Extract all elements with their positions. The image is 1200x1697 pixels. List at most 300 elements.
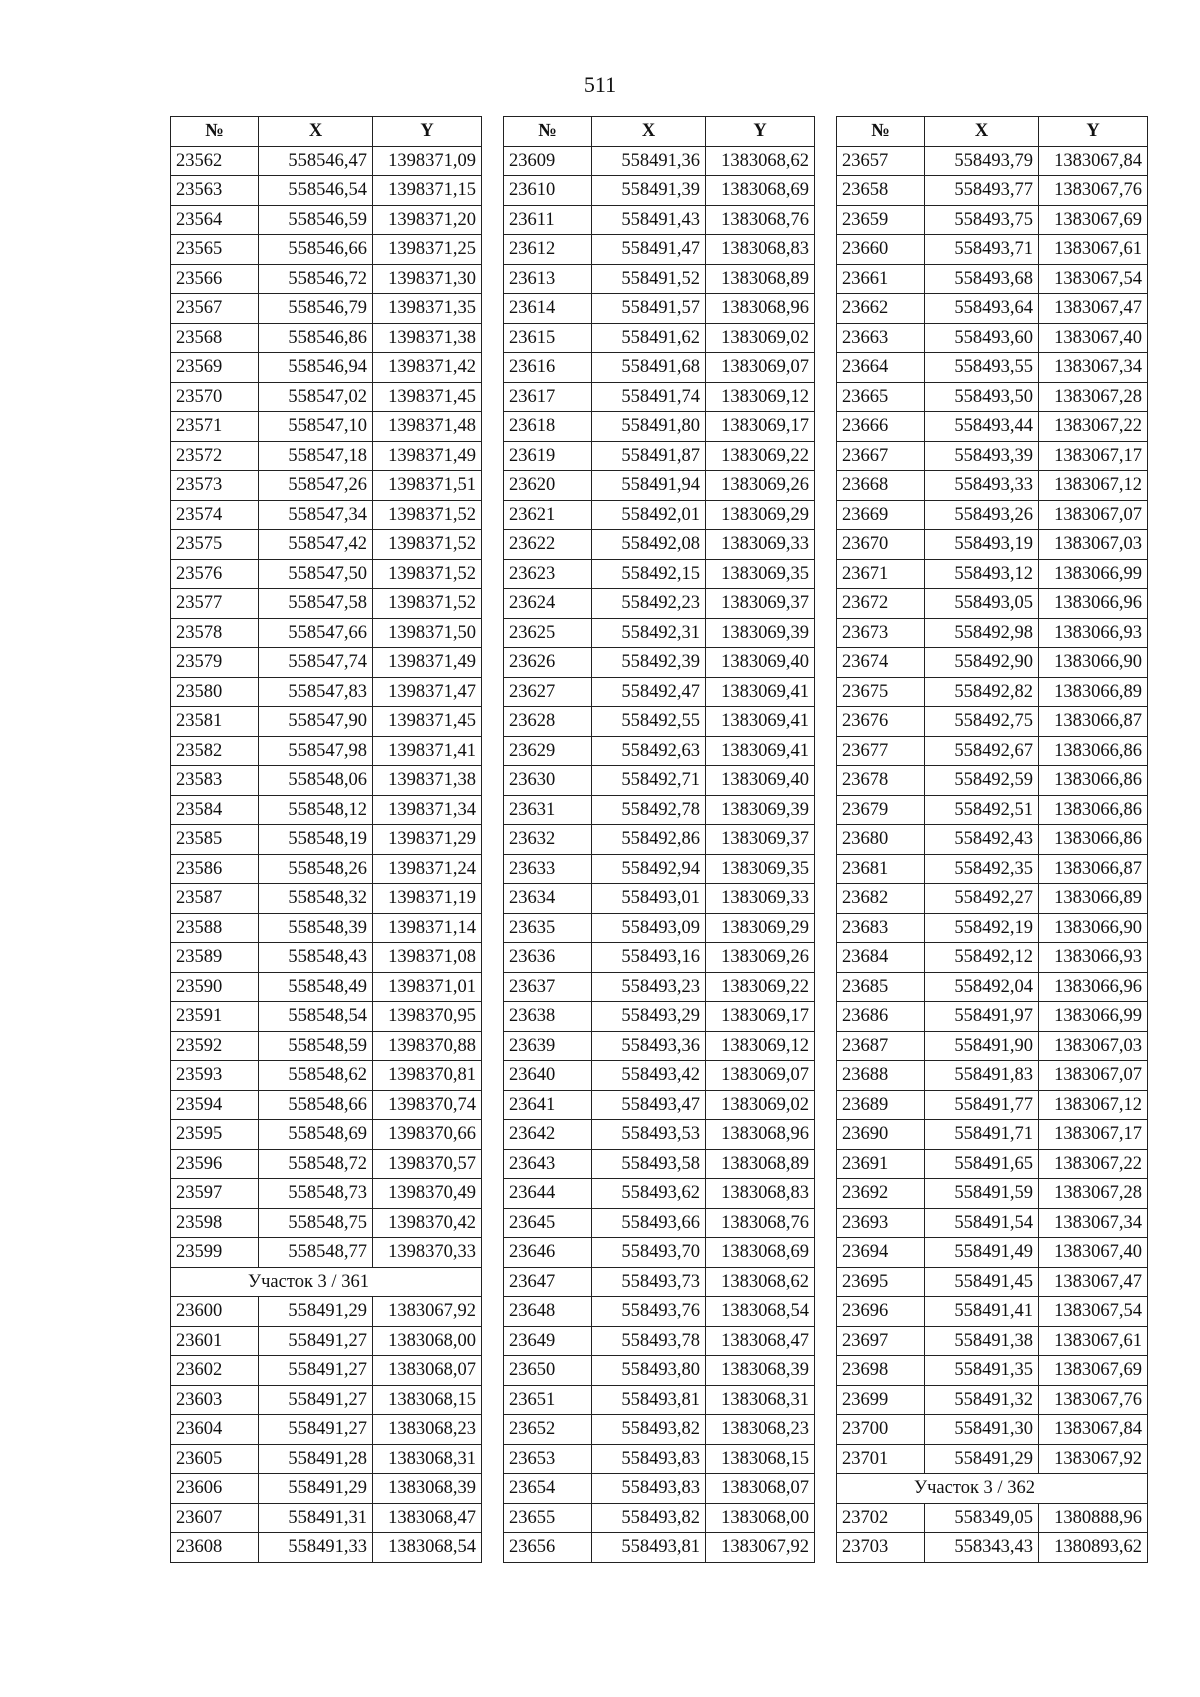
point-number: 23697 [837,1326,925,1356]
table-row [837,1061,1148,1091]
point-number: 23655 [504,1503,592,1533]
y-coordinate: 1383069,07 [706,353,815,383]
x-coordinate: 558548,49 [259,972,373,1002]
point-number: 23575 [171,530,259,560]
table-row [171,1061,482,1091]
x-coordinate: 558547,42 [259,530,373,560]
point-number: 23596 [171,1149,259,1179]
y-coordinate: 1383067,17 [1039,1120,1148,1150]
point-number: 23700 [837,1415,925,1445]
y-coordinate: 1383066,90 [1039,648,1148,678]
table-row [837,677,1148,707]
table-row [837,1002,1148,1032]
x-coordinate: 558492,01 [592,500,706,530]
table-row [504,1503,815,1533]
x-coordinate: 558493,81 [592,1385,706,1415]
point-number: 23594 [171,1090,259,1120]
table-row [837,707,1148,737]
x-coordinate: 558491,39 [592,176,706,206]
x-coordinate: 558491,29 [259,1474,373,1504]
y-coordinate: 1383067,61 [1039,1326,1148,1356]
x-coordinate: 558491,32 [925,1385,1039,1415]
table-row [171,1120,482,1150]
point-number: 23699 [837,1385,925,1415]
x-coordinate: 558548,43 [259,943,373,973]
y-coordinate: 1383069,33 [706,884,815,914]
y-coordinate: 1383068,76 [706,1208,815,1238]
point-number: 23693 [837,1208,925,1238]
x-coordinate: 558491,59 [925,1179,1039,1209]
point-number: 23698 [837,1356,925,1386]
table-row [504,382,815,412]
point-number: 23621 [504,500,592,530]
y-coordinate: 1383068,31 [706,1385,815,1415]
point-number: 23617 [504,382,592,412]
y-coordinate: 1383069,17 [706,1002,815,1032]
table-row [171,1297,482,1327]
y-coordinate: 1383068,54 [706,1297,815,1327]
page-number: 511 [583,72,617,97]
y-coordinate: 1383067,69 [1039,205,1148,235]
table-row [504,913,815,943]
y-coordinate: 1383069,12 [706,382,815,412]
table-row [837,825,1148,855]
table-row [504,766,815,796]
table-row [837,766,1148,796]
y-coordinate: 1383067,03 [1039,1031,1148,1061]
table-row [171,884,482,914]
table-row [171,264,482,294]
point-number: 23610 [504,176,592,206]
table-row [837,1090,1148,1120]
table-row [171,736,482,766]
y-coordinate: 1383067,40 [1039,1238,1148,1268]
point-number: 23685 [837,972,925,1002]
table-row [837,323,1148,353]
point-number: 23695 [837,1267,925,1297]
table-row [504,1090,815,1120]
point-number: 23624 [504,589,592,619]
point-number: 23646 [504,1238,592,1268]
point-number: 23586 [171,854,259,884]
table-row [504,235,815,265]
y-coordinate: 1383068,96 [706,1120,815,1150]
y-coordinate: 1383068,47 [706,1326,815,1356]
point-number: 23665 [837,382,925,412]
y-coordinate: 1383067,84 [1039,1415,1148,1445]
point-number: 23564 [171,205,259,235]
table-row [504,323,815,353]
table-row [171,1179,482,1209]
point-number: 23622 [504,530,592,560]
y-coordinate: 1383067,12 [1039,471,1148,501]
y-coordinate: 1383068,31 [373,1444,482,1474]
x-coordinate: 558548,66 [259,1090,373,1120]
y-coordinate: 1383066,96 [1039,972,1148,1002]
x-coordinate: 558492,35 [925,854,1039,884]
x-coordinate: 558493,23 [592,972,706,1002]
y-coordinate: 1383069,02 [706,1090,815,1120]
x-coordinate: 558491,28 [259,1444,373,1474]
point-number: 23612 [504,235,592,265]
x-coordinate: 558547,26 [259,471,373,501]
x-coordinate: 558546,66 [259,235,373,265]
y-coordinate: 1383066,86 [1039,766,1148,796]
x-coordinate: 558491,68 [592,353,706,383]
table-row [171,353,482,383]
point-number: 23691 [837,1149,925,1179]
point-number: 23669 [837,500,925,530]
y-coordinate: 1383069,40 [706,648,815,678]
table-row [837,382,1148,412]
x-coordinate: 558492,43 [925,825,1039,855]
point-number: 23608 [171,1533,259,1563]
table-row [171,412,482,442]
table-row [504,1061,815,1091]
table-row [837,294,1148,324]
table-row [504,1208,815,1238]
x-coordinate: 558349,05 [925,1503,1039,1533]
y-coordinate: 1383066,87 [1039,707,1148,737]
x-coordinate: 558493,82 [592,1415,706,1445]
y-coordinate: 1398370,88 [373,1031,482,1061]
x-coordinate: 558546,59 [259,205,373,235]
x-coordinate: 558547,18 [259,441,373,471]
x-coordinate: 558492,39 [592,648,706,678]
x-coordinate: 558493,77 [925,176,1039,206]
y-coordinate: 1398370,66 [373,1120,482,1150]
x-coordinate: 558493,19 [925,530,1039,560]
y-coordinate: 1398371,49 [373,648,482,678]
x-coordinate: 558492,63 [592,736,706,766]
y-coordinate: 1398371,20 [373,205,482,235]
x-coordinate: 558548,72 [259,1149,373,1179]
y-coordinate: 1383069,41 [706,677,815,707]
y-coordinate: 1383068,62 [706,1267,815,1297]
y-coordinate: 1383066,99 [1039,559,1148,589]
y-coordinate: 1398371,29 [373,825,482,855]
table-row [504,146,815,176]
y-coordinate: 1398371,52 [373,589,482,619]
table-row [837,913,1148,943]
table-row [171,441,482,471]
point-number: 23635 [504,913,592,943]
x-coordinate: 558548,12 [259,795,373,825]
y-coordinate: 1383068,83 [706,235,815,265]
point-number: 23633 [504,854,592,884]
point-number: 23662 [837,294,925,324]
x-coordinate: 558493,12 [925,559,1039,589]
y-coordinate: 1383066,90 [1039,913,1148,943]
y-coordinate: 1383068,39 [706,1356,815,1386]
x-coordinate: 558491,47 [592,235,706,265]
y-coordinate: 1398371,19 [373,884,482,914]
point-number: 23618 [504,412,592,442]
x-coordinate: 558491,45 [925,1267,1039,1297]
point-number: 23602 [171,1356,259,1386]
table-row [837,1238,1148,1268]
table-row [837,795,1148,825]
point-number: 23605 [171,1444,259,1474]
point-number: 23694 [837,1238,925,1268]
y-coordinate: 1383068,83 [706,1179,815,1209]
point-number: 23620 [504,471,592,501]
table-row [171,500,482,530]
x-coordinate: 558492,12 [925,943,1039,973]
x-coordinate: 558548,75 [259,1208,373,1238]
y-coordinate: 1383068,23 [706,1415,815,1445]
x-coordinate: 558493,01 [592,884,706,914]
table-row [837,1031,1148,1061]
point-number: 23652 [504,1415,592,1445]
point-number: 23601 [171,1326,259,1356]
point-number: 23593 [171,1061,259,1091]
table-row [171,1238,482,1268]
y-coordinate: 1383068,39 [373,1474,482,1504]
point-number: 23661 [837,264,925,294]
point-number: 23672 [837,589,925,619]
point-number: 23628 [504,707,592,737]
point-number: 23590 [171,972,259,1002]
x-coordinate: 558547,58 [259,589,373,619]
x-coordinate: 558491,31 [259,1503,373,1533]
x-coordinate: 558492,78 [592,795,706,825]
point-number: 23659 [837,205,925,235]
point-number: 23615 [504,323,592,353]
y-coordinate: 1383066,93 [1039,618,1148,648]
x-coordinate: 558493,82 [592,1503,706,1533]
y-coordinate: 1398371,01 [373,972,482,1002]
x-coordinate: 558493,36 [592,1031,706,1061]
table-row [171,294,482,324]
point-number: 23674 [837,648,925,678]
point-number: 23585 [171,825,259,855]
point-number: 23630 [504,766,592,796]
point-number: 23570 [171,382,259,412]
point-number: 23591 [171,1002,259,1032]
y-coordinate: 1398371,30 [373,264,482,294]
table-row [504,559,815,589]
table-row [837,235,1148,265]
y-coordinate: 1398370,33 [373,1238,482,1268]
y-coordinate: 1383069,33 [706,530,815,560]
coordinate-table-1 [170,116,482,1563]
x-coordinate: 558547,02 [259,382,373,412]
x-coordinate: 558492,51 [925,795,1039,825]
x-coordinate: 558493,73 [592,1267,706,1297]
point-number: 23589 [171,943,259,973]
header-x: X [259,117,373,147]
table-row [171,530,482,560]
y-coordinate: 1383067,92 [706,1533,815,1563]
y-coordinate: 1383069,40 [706,766,815,796]
point-number: 23688 [837,1061,925,1091]
y-coordinate: 1383067,03 [1039,530,1148,560]
point-number: 23581 [171,707,259,737]
x-coordinate: 558492,86 [592,825,706,855]
point-number: 23668 [837,471,925,501]
x-coordinate: 558492,15 [592,559,706,589]
x-coordinate: 558493,68 [925,264,1039,294]
y-coordinate: 1383068,23 [373,1415,482,1445]
y-coordinate: 1398370,57 [373,1149,482,1179]
table-row [504,1120,815,1150]
x-coordinate: 558492,04 [925,972,1039,1002]
point-number: 23639 [504,1031,592,1061]
header-number: № [504,117,592,147]
point-number: 23656 [504,1533,592,1563]
x-coordinate: 558493,78 [592,1326,706,1356]
table-row [504,795,815,825]
table-row [837,854,1148,884]
x-coordinate: 558547,74 [259,648,373,678]
x-coordinate: 558493,70 [592,1238,706,1268]
header-y: Y [706,117,815,147]
table-row [504,294,815,324]
table-row [171,854,482,884]
table-row [504,1179,815,1209]
table-row [504,1267,815,1297]
table-row [837,884,1148,914]
point-number: 23638 [504,1002,592,1032]
y-coordinate: 1383066,99 [1039,1002,1148,1032]
x-coordinate: 558493,83 [592,1474,706,1504]
y-coordinate: 1398371,45 [373,707,482,737]
table-row [171,559,482,589]
table-row [171,1208,482,1238]
y-coordinate: 1398370,49 [373,1179,482,1209]
point-number: 23632 [504,825,592,855]
y-coordinate: 1383067,22 [1039,1149,1148,1179]
table-row [504,1474,815,1504]
point-number: 23676 [837,707,925,737]
point-number: 23571 [171,412,259,442]
table-row [504,618,815,648]
x-coordinate: 558547,10 [259,412,373,442]
y-coordinate: 1383066,86 [1039,825,1148,855]
table-row [504,1149,815,1179]
x-coordinate: 558491,30 [925,1415,1039,1445]
point-number: 23641 [504,1090,592,1120]
point-number: 23677 [837,736,925,766]
table-row [171,1002,482,1032]
point-number: 23566 [171,264,259,294]
table-row [171,146,482,176]
y-coordinate: 1383068,07 [706,1474,815,1504]
x-coordinate: 558493,80 [592,1356,706,1386]
x-coordinate: 558491,54 [925,1208,1039,1238]
table-row [171,1503,482,1533]
y-coordinate: 1383067,07 [1039,1061,1148,1091]
table-row [504,707,815,737]
y-coordinate: 1383066,87 [1039,854,1148,884]
point-number: 23598 [171,1208,259,1238]
y-coordinate: 1383069,26 [706,471,815,501]
section-label: Участок 3 / 362 [837,1474,1148,1504]
table-row [504,530,815,560]
table-row [504,854,815,884]
table-row [837,1385,1148,1415]
point-number: 23623 [504,559,592,589]
x-coordinate: 558493,53 [592,1120,706,1150]
x-coordinate: 558546,54 [259,176,373,206]
y-coordinate: 1383068,96 [706,294,815,324]
x-coordinate: 558548,62 [259,1061,373,1091]
coordinate-table-3 [836,116,1148,1563]
x-coordinate: 558491,36 [592,146,706,176]
y-coordinate: 1383068,54 [373,1533,482,1563]
y-coordinate: 1383069,29 [706,500,815,530]
header-number: № [837,117,925,147]
point-number: 23683 [837,913,925,943]
table-row [837,1297,1148,1327]
table-row [504,176,815,206]
table-row [171,1356,482,1386]
x-coordinate: 558491,62 [592,323,706,353]
x-coordinate: 558493,64 [925,294,1039,324]
x-coordinate: 558493,81 [592,1533,706,1563]
y-coordinate: 1398371,41 [373,736,482,766]
point-number: 23682 [837,884,925,914]
y-coordinate: 1398371,47 [373,677,482,707]
x-coordinate: 558491,77 [925,1090,1039,1120]
x-coordinate: 558493,55 [925,353,1039,383]
table-row [171,1031,482,1061]
table-row [837,1415,1148,1445]
point-number: 23643 [504,1149,592,1179]
table-row [504,205,815,235]
table-row [837,471,1148,501]
point-number: 23692 [837,1179,925,1209]
y-coordinate: 1398371,34 [373,795,482,825]
table-row [171,1090,482,1120]
y-coordinate: 1383066,86 [1039,795,1148,825]
point-number: 23595 [171,1120,259,1150]
table-row [504,1326,815,1356]
table-header-row [837,117,1148,147]
point-number: 23577 [171,589,259,619]
x-coordinate: 558493,44 [925,412,1039,442]
table-row [171,913,482,943]
table-row [837,1533,1148,1563]
x-coordinate: 558493,58 [592,1149,706,1179]
y-coordinate: 1383066,96 [1039,589,1148,619]
x-coordinate: 558491,94 [592,471,706,501]
point-number: 23625 [504,618,592,648]
table-row [837,1326,1148,1356]
x-coordinate: 558547,34 [259,500,373,530]
y-coordinate: 1383067,69 [1039,1356,1148,1386]
point-number: 23563 [171,176,259,206]
point-number: 23670 [837,530,925,560]
y-coordinate: 1383068,00 [706,1503,815,1533]
point-number: 23562 [171,146,259,176]
x-coordinate: 558491,27 [259,1415,373,1445]
y-coordinate: 1380888,96 [1039,1503,1148,1533]
table-row [504,1002,815,1032]
point-number: 23629 [504,736,592,766]
point-number: 23619 [504,441,592,471]
point-number: 23567 [171,294,259,324]
y-coordinate: 1383066,89 [1039,677,1148,707]
table-row [504,1533,815,1563]
point-number: 23611 [504,205,592,235]
table-row [171,589,482,619]
y-coordinate: 1383069,29 [706,913,815,943]
x-coordinate: 558492,47 [592,677,706,707]
y-coordinate: 1383067,92 [1039,1444,1148,1474]
y-coordinate: 1383069,12 [706,1031,815,1061]
